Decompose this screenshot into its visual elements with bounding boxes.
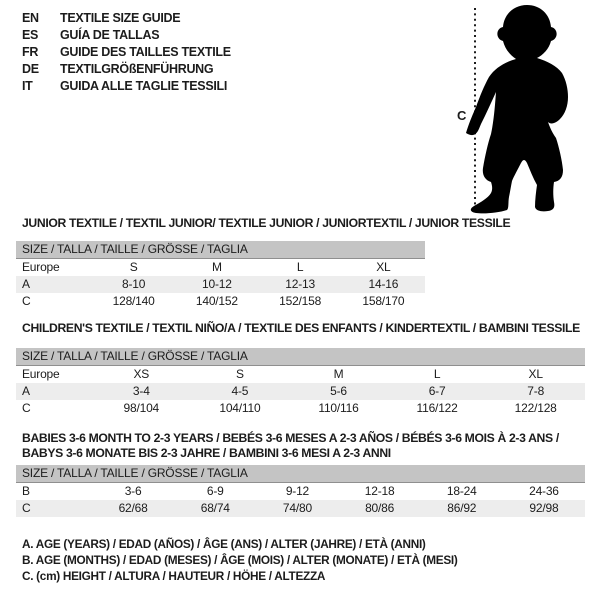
legend [22,536,458,584]
table-cell: 158/170 [362,294,405,308]
language-row [22,26,231,43]
section-babies-textile [16,431,585,517]
table-cell: 74/80 [282,501,312,515]
table-cell: 18-24 [446,484,477,498]
size-header-bar: SIZE / TALLA / TAILLE / GRÖSSE / TAGLIA [16,348,585,366]
row-label-cell: C [22,501,31,515]
table-row [16,366,585,383]
table-cell: S [129,260,138,274]
table-row [16,276,425,293]
language-label: GUIDE DES TAILLES TEXTILE [60,44,231,59]
row-label-cell: A [22,277,30,291]
table-cell: 12-18 [364,484,395,498]
table-cell: 24-36 [529,484,559,498]
section-title-line1: BABIES 3-6 MONTH TO 2-3 YEARS / BEBÉS 3-6 MESES A 2-3 AÑOS / BÉBÉS 3-6 MOIS À 2-3 ANS / [22,431,559,445]
table-cell: 116/122 [416,401,458,415]
table-cell: 152/158 [279,294,322,308]
language-list [22,9,231,94]
table-cell: 7-8 [527,384,545,398]
table-row [16,293,425,310]
language-row [22,60,231,77]
table-row [16,483,585,500]
row-label-cell: Europe [22,367,60,381]
section-title: CHILDREN'S TEXTILE / TEXTIL NIÑO/A / TEXTILE DES ENFANTS / KINDERTEXTIL / BAMBINI TESSILE [22,321,580,335]
language-code: IT [22,78,33,93]
table-cell: L [296,260,304,274]
baby-figure [450,0,600,215]
table-cell: 68/74 [200,501,230,515]
size-header-bar: SIZE / TALLA / TAILLE / GRÖSSE / TAGLIA [16,241,425,259]
legend-line-c: C. (cm) HEIGHT / ALTURA / HAUTEUR / HÖHE / ALTEZZA [22,569,326,583]
table-cell: 10-12 [202,277,232,291]
table-cell: 104/110 [219,401,261,415]
table-cell: 6-9 [206,484,224,498]
table-row [16,383,585,400]
table-cell: 5-6 [330,384,347,398]
row-label-cell: B [22,484,30,498]
table-cell: 3-6 [124,484,142,498]
section-childrens-textile [16,322,585,417]
baby-silhouette-svg [450,0,600,215]
legend-line-a: A. AGE (YEARS) / EDAD (AÑOS) / ÂGE (ANS) / ALTER (JAHRE) / ETÀ (ANNI) [22,537,426,551]
table-cell: 4-5 [231,384,249,398]
table-cell: 98/104 [123,401,160,415]
table-cell: 128/140 [112,294,155,308]
table-cell: XS [133,367,150,381]
table-cell: 62/68 [118,501,148,515]
language-label: GUIDA ALLE TAGLIE TESSILI [60,78,228,93]
table-cell: L [433,367,441,381]
row-label-cell: C [22,294,31,308]
table-cell: 14-16 [368,277,399,291]
table-cell: 80/86 [365,501,395,515]
table-cell: 8-10 [122,277,146,291]
row-label-cell: A [22,384,30,398]
size-header-bar: SIZE / TALLA / TAILLE / GRÖSSE / TAGLIA [16,465,585,483]
legend-line-b: B. AGE (MONTHS) / EDAD (MESES) / ÂGE (MOIS) / ALTER (MONATE) / ETÀ (MESI) [22,553,458,567]
table-row [16,259,425,276]
language-row [22,9,231,26]
language-label: TEXTILE SIZE GUIDE [60,10,181,25]
table-cell: S [235,367,244,381]
table-cell: 86/92 [447,501,477,515]
table-cell: 6-7 [428,384,446,398]
language-label: GUÍA DE TALLAS [60,27,160,42]
table-cell: 110/116 [318,401,359,415]
table-cell: 140/152 [195,294,238,308]
language-code: DE [22,61,39,76]
section-title: JUNIOR TEXTILE / TEXTIL JUNIOR/ TEXTILE JUNIOR / JUNIORTEXTIL / JUNIOR TESSILE [22,216,511,230]
language-code: FR [22,44,39,59]
table-cell: 12-13 [285,277,315,291]
row-label-cell: C [22,401,31,415]
section-junior-textile [16,216,511,310]
language-code: ES [22,27,39,42]
table-cell: 122/128 [514,401,557,415]
table-cell: XL [376,260,391,274]
language-row [22,43,231,60]
table-row [16,500,585,517]
table-cell: 92/98 [529,501,559,515]
height-measure-label: C [457,108,467,123]
language-code: EN [22,10,39,25]
baby-silhouette [466,5,568,213]
row-label-cell: Europe [22,260,60,274]
table-cell: M [333,367,344,381]
table-cell: 3-4 [132,384,150,398]
table-cell: 9-12 [285,484,310,498]
table-cell: M [211,260,222,274]
table-row [16,400,585,417]
language-label: TEXTILGRÖßENFÜHRUNG [60,61,214,76]
language-row [22,77,231,94]
section-title-line2: BABYS 3-6 MONATE BIS 2-3 JAHRE / BAMBINI 3-6 MESI A 2-3 ANNI [22,446,391,460]
table-cell: XL [528,367,543,381]
